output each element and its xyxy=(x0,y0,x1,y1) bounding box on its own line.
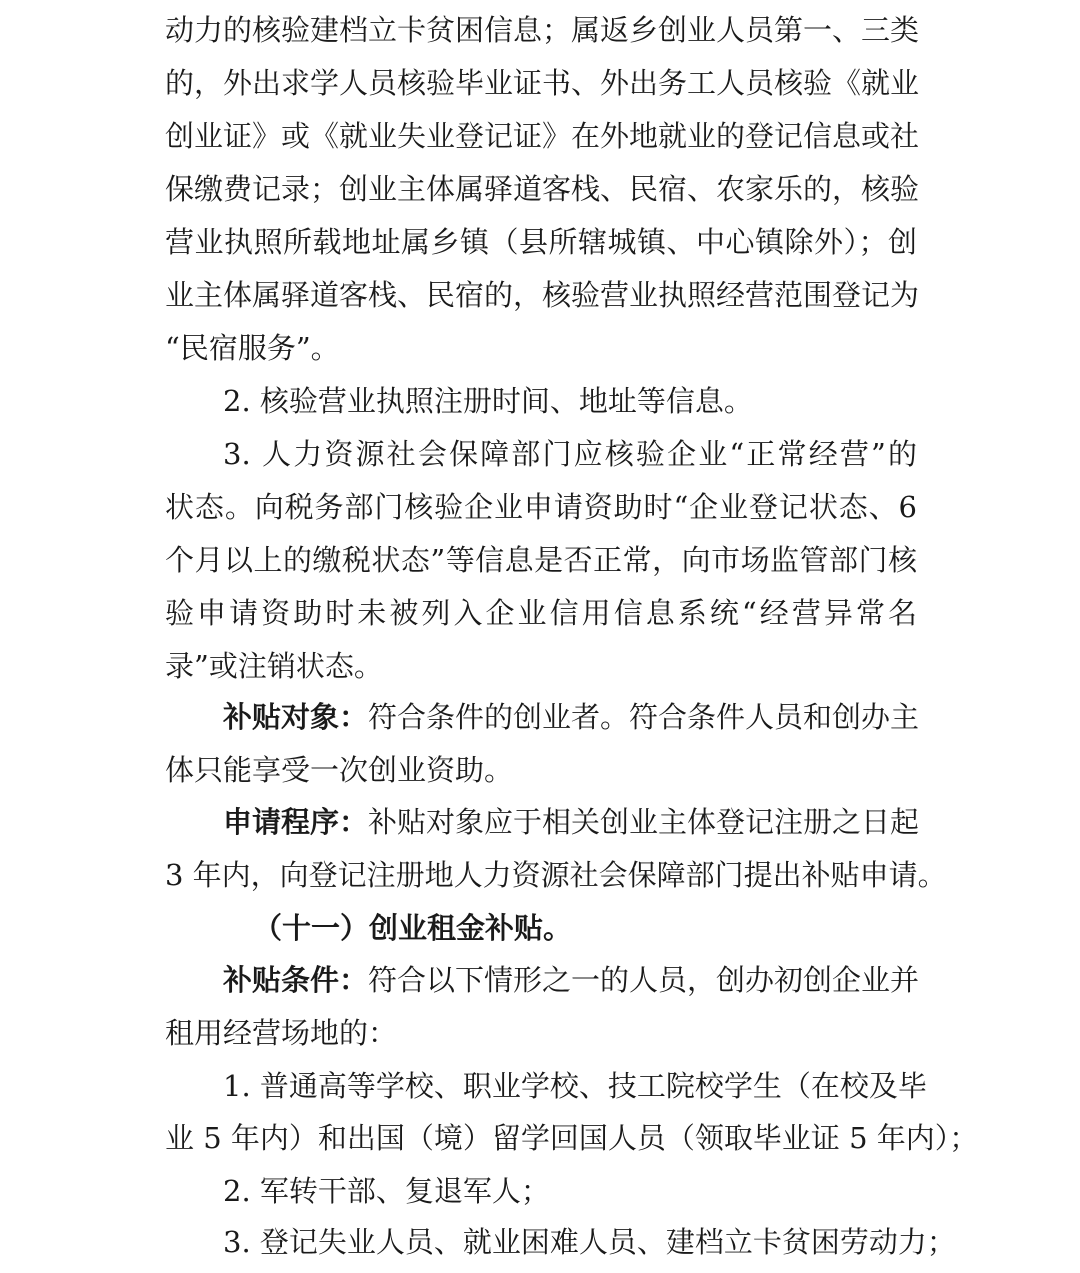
text-line: 3 年内，向登记注册地人力资源社会保障部门提出补贴申请。 xyxy=(165,858,947,892)
numbered-item: 3. 登记失业人员、就业困难人员、建档立卡贫困劳动力； xyxy=(223,1225,956,1259)
text-line: 动力的核验建档立卡贫困信息；属返乡创业人员第一、三类 xyxy=(165,13,920,47)
text-line: 保缴费记录；创业主体属驿道客栈、民宿、农家乐的，核验 xyxy=(165,172,920,206)
paragraph-label: 申请程序： xyxy=(223,805,369,839)
paragraph-label: 补贴对象： xyxy=(223,700,369,734)
text-line: 录”或注销状态。 xyxy=(165,649,383,683)
text-line: “民宿服务”。 xyxy=(165,331,340,365)
text-line: 租用经营场地的： xyxy=(165,1016,398,1050)
paragraph-text: 符合以下情形之一的人员，创办初创企业并 xyxy=(368,963,920,997)
text-line: 业 5 年内）和出国（境）留学回国人员（领取毕业证 5 年内）； xyxy=(165,1121,979,1155)
text-line: 体只能享受一次创业资助。 xyxy=(165,753,514,787)
numbered-item: 2. 军转干部、复退军人； xyxy=(223,1174,550,1208)
text-line: 验申请资助时未被列入企业信用信息系统“经营异常名 xyxy=(165,596,917,630)
numbered-item: 3. 人力资源社会保障部门应核验企业“正常经营”的 xyxy=(223,437,917,471)
section-heading: （十一）创业租金补贴。 xyxy=(253,911,573,945)
text-line: 状态。向税务部门核验企业申请资助时“企业登记状态、6 xyxy=(165,490,917,524)
paragraph-text: 符合条件的创业者。符合条件人员和创办主 xyxy=(368,700,920,734)
paragraph-label: 补贴条件： xyxy=(223,963,369,997)
text-line: 创业证》或《就业失业登记证》在外地就业的登记信息或社 xyxy=(165,119,920,153)
numbered-item: 2. 核验营业执照注册时间、地址等信息。 xyxy=(223,384,753,418)
labeled-paragraph-first-line xyxy=(223,802,920,842)
labeled-paragraph-first-line xyxy=(223,697,920,737)
text-line: 个月以上的缴税状态”等信息是否正常，向市场监管部门核 xyxy=(165,543,917,577)
paragraph-text: 补贴对象应于相关创业主体登记注册之日起 xyxy=(368,805,920,839)
text-line: 的，外出求学人员核验毕业证书、外出务工人员核验《就业 xyxy=(165,66,920,100)
labeled-paragraph-first-line xyxy=(223,960,920,1000)
numbered-item: 1. 普通高等学校、职业学校、技工院校学生（在校及毕 xyxy=(223,1069,927,1103)
text-line: 业主体属驿道客栈、民宿的，核验营业执照经营范围登记为 xyxy=(165,278,920,312)
text-line: 营业执照所载地址属乡镇（县所辖城镇、中心镇除外）；创 xyxy=(165,225,917,259)
